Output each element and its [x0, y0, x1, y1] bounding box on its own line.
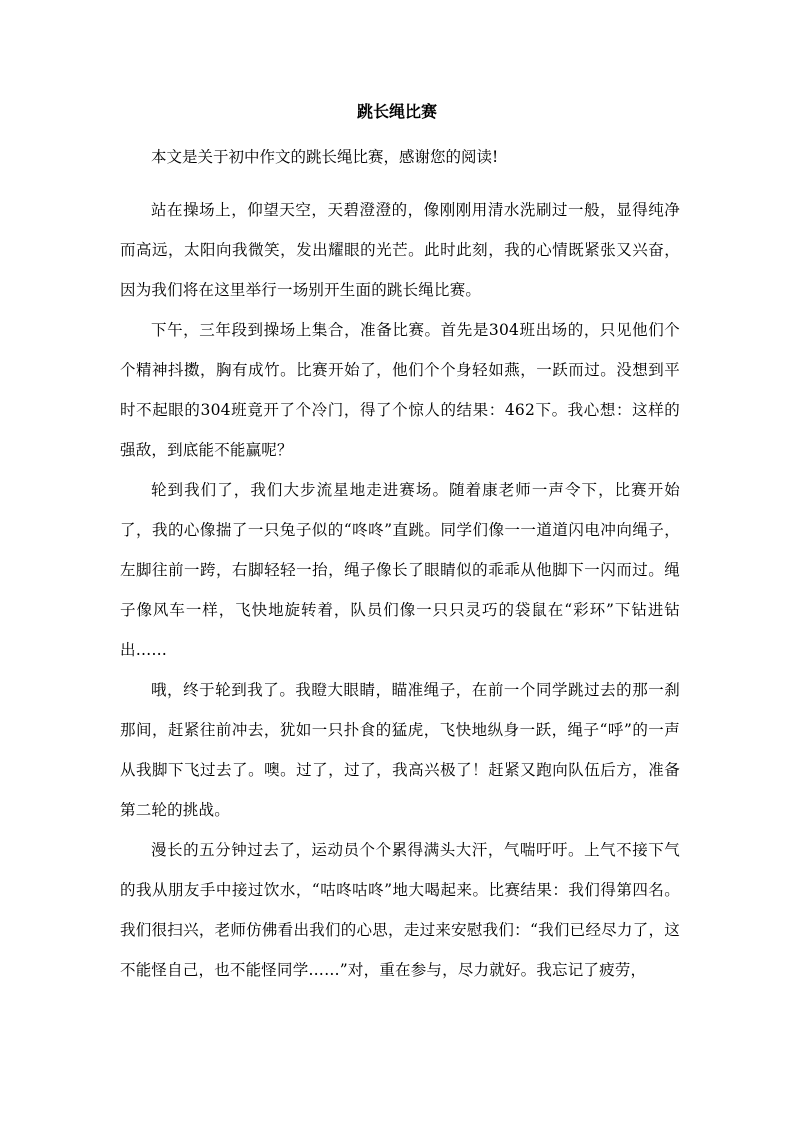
paragraph: 轮到我们了，我们大步流星地走进赛场。随着康老师一声令下，比赛开始了，我的心像揣了一只兔子似的“咚咚”直跳。同学们像一一道道闪电冲向绳子，左脚往前一跨，右脚轻轻一抬，绳子像长了眼睛似的乖乖从他脚下一闪而过。绳子像风车一样，飞快地旋转着，队员们像一只只灵巧的袋鼠在“彩环”下钻进钻出……	[120, 481, 680, 659]
paragraph: 漫长的五分钟过去了，运动员个个累得满头大汗，气喘吁吁。上气不接下气的我从朋友手中接过饮水，“咕咚咕咚”地大喝起来。比赛结果：我们得第四名。我们很扫兴，老师仿佛看出我们的心思，走过来安慰我们：“我们已经尽力了，这不能怪自己，也不能怪同学……”对，重在参与，尽力就好。我忘记了疲劳，	[120, 841, 680, 979]
article-body	[120, 190, 680, 990]
paragraph: 下午，三年段到操场上集合，准备比赛。首先是304班出场的，只见他们个个精神抖擞，胸有成竹。比赛开始了，他们个个身轻如燕，一跃而过。没想到平时不起眼的304班竟开了个冷门，得了个惊人的结果：462下。我心想：这样的强敌，到底能不能赢呢？	[120, 321, 680, 459]
page-title: 跳长绳比赛	[356, 102, 437, 121]
paragraph: 哦，终于轮到我了。我瞪大眼睛，瞄准绳子，在前一个同学跳过去的那一刹那间，赶紧往前冲去，犹如一只扑食的猛虎，飞快地纵身一跃，绳子“呼”的一声从我脚下飞过去了。噢。过了，过了，我高兴极了！赶紧又跑向队伍后方，准备第二轮的挑战。	[120, 681, 680, 819]
paragraph: 站在操场上，仰望天空，天碧澄澄的，像刚刚用清水洗刷过一般，显得纯净而高远，太阳向我微笑，发出耀眼的光芒。此时此刻，我的心情既紧张又兴奋，因为我们将在这里举行一场别开生面的跳长绳比赛。	[120, 201, 680, 299]
intro-line: 本文是关于初中作文的跳长绳比赛，感谢您的阅读!	[151, 148, 499, 166]
